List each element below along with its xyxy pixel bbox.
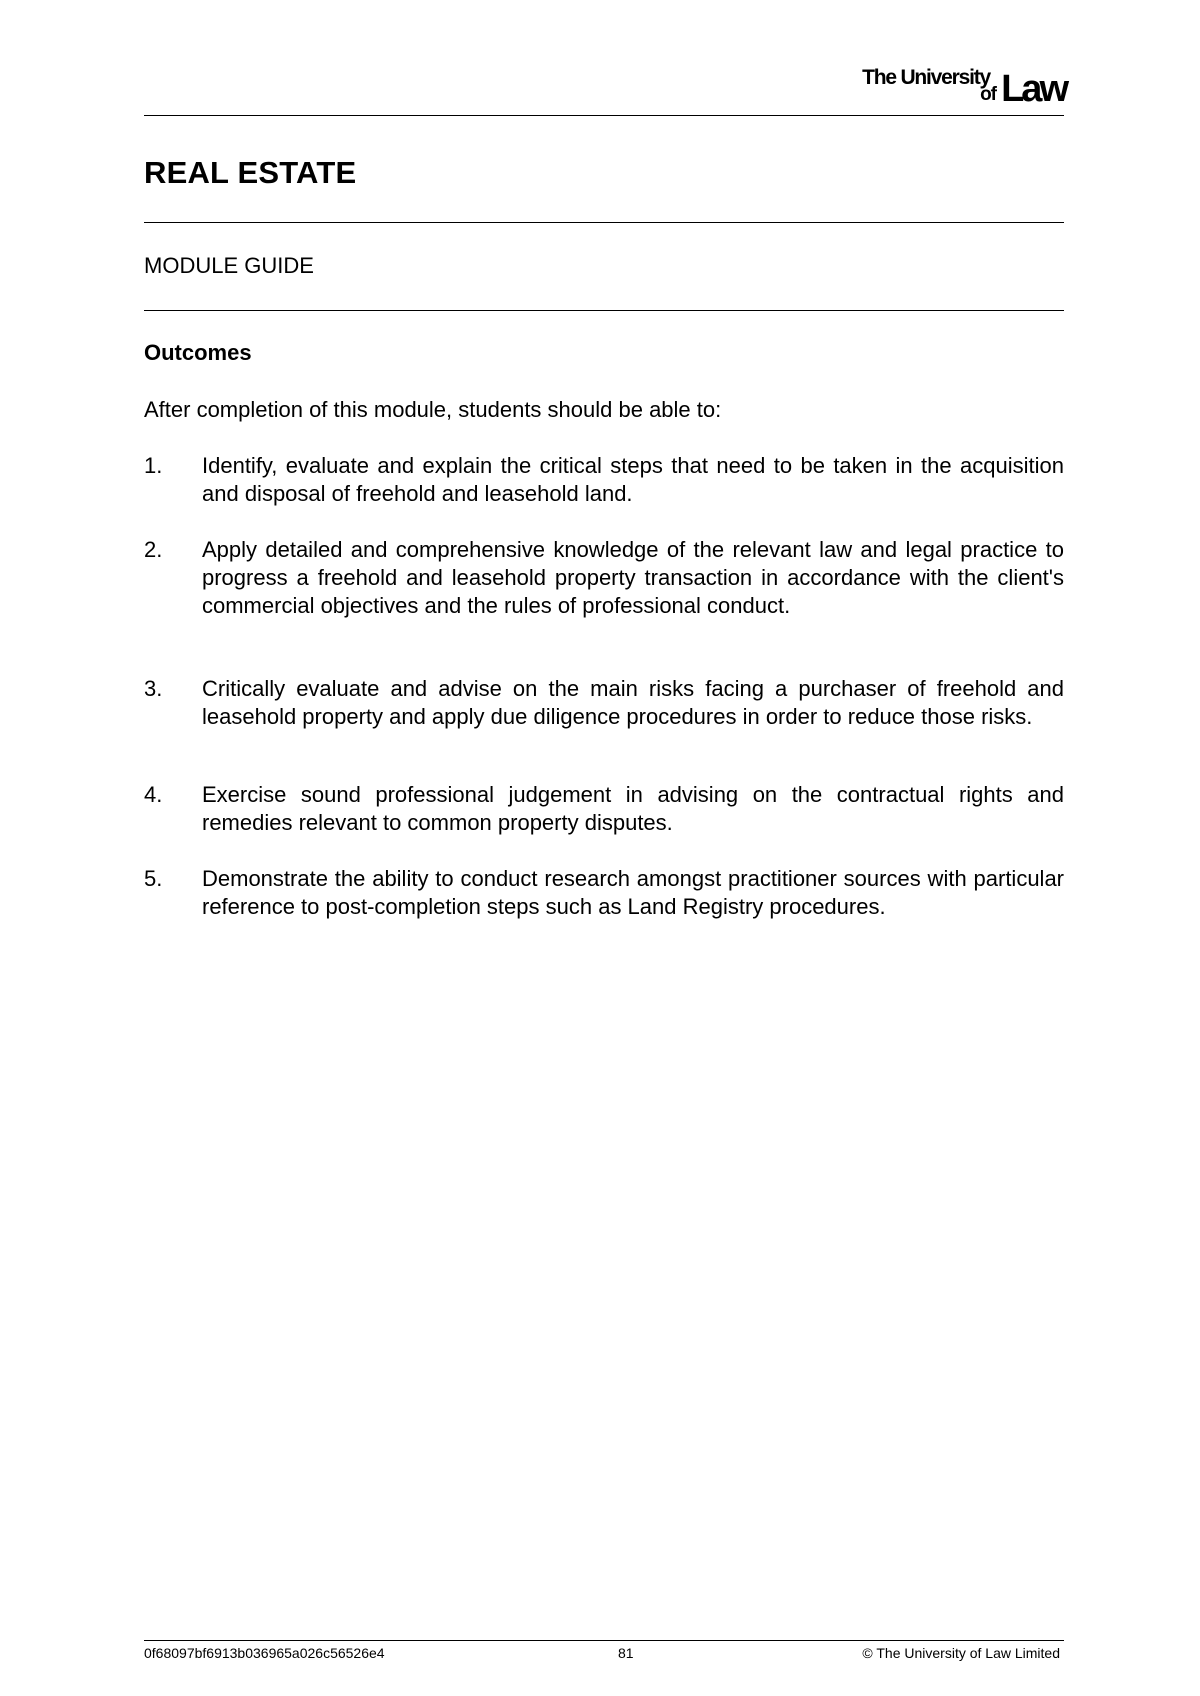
document-id: 0f68097bf6913b036965a026c56526e4: [144, 1645, 385, 1661]
subtitle-rule: [144, 310, 1064, 311]
outcomes-heading: Outcomes: [144, 340, 252, 365]
title-rule: [144, 222, 1064, 223]
outcome-number: 1.: [144, 453, 163, 478]
copyright-notice: © The University of Law Limited: [862, 1645, 1060, 1661]
page-number: 81: [618, 1645, 634, 1661]
outcome-text: Exercise sound professional judgement in advising on the contractual rights and remedies relevant to common property disputes.: [202, 782, 1064, 835]
outcome-text: Apply detailed and comprehensive knowledge of the relevant law and legal practice to progress a freehold and leasehold property transaction in accordance with the client's commercial objectives and the rules of professional conduct.: [202, 537, 1064, 618]
outcome-item: [144, 536, 1064, 620]
outcome-item: [144, 781, 1064, 837]
university-logo: [846, 66, 1066, 110]
logo-line-of: of: [980, 84, 996, 105]
intro-paragraph: After completion of this module, students should be able to:: [144, 397, 722, 422]
logo-line-law: Law: [1001, 68, 1066, 110]
outcome-number: 4.: [144, 782, 163, 807]
outcome-item: [144, 865, 1064, 921]
outcome-item: [144, 675, 1064, 731]
outcome-item: [144, 452, 1064, 508]
outcome-number: 2.: [144, 537, 163, 562]
footer-rule: [144, 1640, 1064, 1641]
header-rule: [144, 115, 1064, 116]
page-title: REAL ESTATE: [144, 155, 357, 190]
outcome-number: 3.: [144, 676, 163, 701]
outcome-text: Identify, evaluate and explain the critical steps that need to be taken in the acquisition and disposal of freehold and leasehold land.: [202, 453, 1064, 506]
outcome-text: Demonstrate the ability to conduct research amongst practitioner sources with particular reference to post-completion steps such as Land Registry procedures.: [202, 866, 1064, 919]
logo-line-university: The University: [862, 66, 990, 89]
outcome-text: Critically evaluate and advise on the main risks facing a purchaser of freehold and leasehold property and apply due diligence procedures in order to reduce those risks.: [202, 676, 1064, 729]
module-guide-heading: MODULE GUIDE: [144, 253, 314, 278]
outcome-number: 5.: [144, 866, 163, 891]
